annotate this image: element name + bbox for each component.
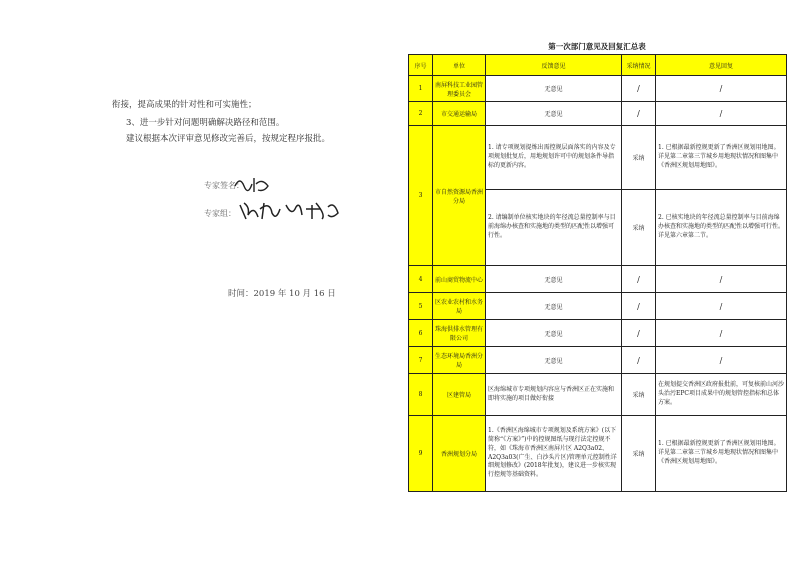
row-no: 3 — [409, 126, 433, 266]
table-title: 第一次部门意见及回复汇总表 — [548, 42, 646, 51]
row-opinion: 无意见 — [486, 266, 622, 293]
review-text-line-1: 衔接，提高成果的针对性和可实施性； — [112, 100, 257, 110]
row-unit: 区农业农村和水务局 — [433, 293, 486, 320]
row-no: 6 — [409, 320, 433, 347]
header-reply: 意见回复 — [656, 55, 787, 76]
table-row — [409, 293, 787, 320]
row-no: 2 — [409, 102, 433, 126]
row-adopt: / — [622, 347, 656, 374]
row-no: 5 — [409, 293, 433, 320]
row-reply: / — [656, 293, 787, 320]
row-opinion: 无意见 — [486, 347, 622, 374]
opinion-summary-table — [408, 54, 787, 492]
row-reply: 1. 已根据最新控规更新了香洲区规划用地图。详见第二章第三节城乡用地现状情况和图集中《香洲区规划用地图》。 — [656, 126, 787, 190]
row-adopt: / — [622, 102, 656, 126]
header-adopt: 采纳情况 — [622, 55, 656, 76]
header-opinion: 反馈意见 — [486, 55, 622, 76]
row-no: 8 — [409, 374, 433, 416]
table-row — [409, 374, 787, 416]
table-header-row — [409, 55, 787, 76]
table-row — [409, 347, 787, 374]
row-opinion: 无意见 — [486, 76, 622, 102]
row-unit: 前山商贸物流中心 — [433, 266, 486, 293]
review-text-line-2: 3、进一步针对问题明确解决路径和范围。 — [126, 118, 285, 128]
handwritten-signature-2 — [236, 197, 346, 225]
date-line: 时间：2019 年 10 月 16 日 — [228, 289, 336, 299]
row-opinion: 2. 请编制单位核实地块的年径流总量控制率与目前海绵办核查和实施地的类型的匹配性以增强可行性。 — [486, 190, 622, 266]
row-reply: / — [656, 76, 787, 102]
header-unit: 单位 — [433, 55, 486, 76]
row-opinion: 无意见 — [486, 102, 622, 126]
row-reply: / — [656, 102, 787, 126]
row-unit: 市自然资源局香洲分局 — [433, 126, 486, 266]
row-reply: 2. 已核实地块的年径流总量控制率与目前海绵办核查和实施地的类型的匹配性以增强可行性。详见第六章第二节。 — [656, 190, 787, 266]
table-row — [409, 266, 787, 293]
row-no: 9 — [409, 416, 433, 492]
row-opinion: 无意见 — [486, 293, 622, 320]
row-unit: 香洲规划分局 — [433, 416, 486, 492]
row-no: 7 — [409, 347, 433, 374]
row-opinion: 1. 请专项规划提炼出需控规层面落实的内容及专项规划批复后，用地规划许可中的规划条件导指标的更新内容。 — [486, 126, 622, 190]
summary-table-page — [408, 40, 786, 492]
row-adopt: / — [622, 76, 656, 102]
signature-label-experts: 专家签名： — [204, 181, 244, 190]
table-row — [409, 416, 787, 492]
row-adopt: / — [622, 266, 656, 293]
row-unit: 市交通运输局 — [433, 102, 486, 126]
table-row — [409, 126, 787, 190]
row-adopt: / — [622, 293, 656, 320]
table-row — [409, 102, 787, 126]
handwritten-signature-1 — [232, 172, 272, 196]
row-adopt: 采纳 — [622, 126, 656, 190]
row-opinion: 无意见 — [486, 320, 622, 347]
row-unit: 南屏科技工业园管理委员会 — [433, 76, 486, 102]
signature-label-group: 专家组： — [204, 209, 236, 218]
row-adopt: / — [622, 320, 656, 347]
row-adopt: 采纳 — [622, 416, 656, 492]
row-adopt: 采纳 — [622, 374, 656, 416]
row-reply: 在规划提交香洲区政府报批前，可复核前山河沙头治污EPC项目成果中的规划管控指标和总体方案。 — [656, 374, 787, 416]
row-no: 1 — [409, 76, 433, 102]
table-row — [409, 76, 787, 102]
review-text-line-3: 建议根据本次评审意见修改完善后，按规定程序报批。 — [126, 134, 331, 144]
row-reply: 1. 已根据最新控规更新了香洲区规划用地图。详见第二章第三节城乡用地现状情况和图集中《香洲区规划用地图》。 — [656, 416, 787, 492]
row-unit: 区建管局 — [433, 374, 486, 416]
row-reply: / — [656, 266, 787, 293]
row-unit: 生态环境局香洲分局 — [433, 347, 486, 374]
row-opinion: 区海绵城市专项规划内容应与香洲区正在实施和即将实施的项目做好衔接 — [486, 374, 622, 416]
row-reply: / — [656, 320, 787, 347]
table-row — [409, 320, 787, 347]
row-unit: 珠海供排水管理有限公司 — [433, 320, 486, 347]
header-no: 序号 — [409, 55, 433, 76]
row-no: 4 — [409, 266, 433, 293]
row-adopt: 采纳 — [622, 190, 656, 266]
row-reply: / — [656, 347, 787, 374]
row-opinion: 1.《香洲区海绵城市专项规划及系统方案》(以下简称“《方案》”)中的控规图纸与现行法定控规不符，如《珠海市香洲区南屏片区 A2Q3a02、A2Q3a03(广生、白沙头片区)管理单元控制性详细规划修改》(2018年批复)，建议进一步核实现行控规等基础资料。 — [486, 416, 622, 492]
